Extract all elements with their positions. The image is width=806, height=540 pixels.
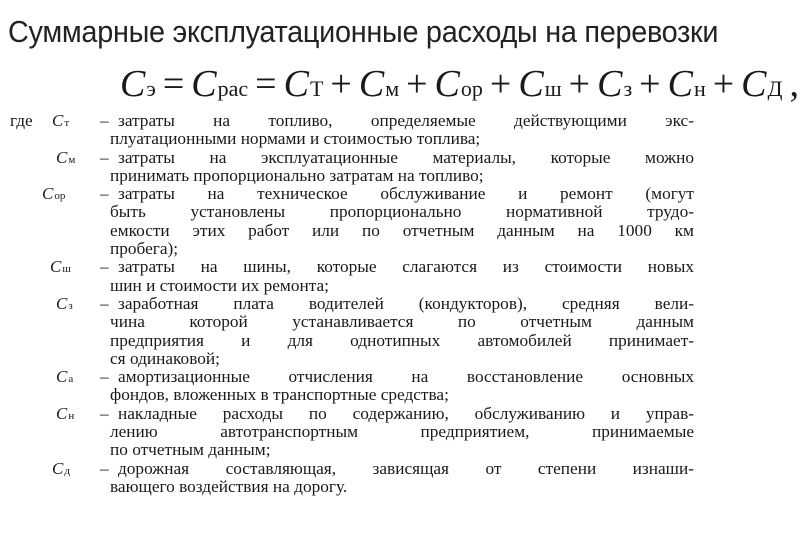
symbol-subscript: з <box>68 300 73 312</box>
symbol-subscript: а <box>68 373 74 386</box>
formula-operator: + <box>712 63 735 105</box>
definition-line: заработная плата водителей (кондукторов), средняя вели- <box>118 294 694 313</box>
definition-line: дорожная составляющая, зависящая от степени изнаши- <box>118 458 694 478</box>
definition-dash: – <box>100 294 109 313</box>
definition-line: принимать пропорционально затратам на топливо; <box>110 165 484 185</box>
formula-subscript: рас <box>217 76 249 101</box>
definition-line: фондов, вложенных в транспортные средства; <box>110 385 449 405</box>
definition-line: затраты на эксплуатационные материалы, которые можно <box>118 147 694 167</box>
definition-dash: – <box>100 257 109 277</box>
definition-line: пробега); <box>110 239 179 259</box>
formula-subscript: э <box>146 76 156 101</box>
definition-line: быть установлены пропорционально нормативной трудо- <box>110 202 694 222</box>
definition-item <box>0 295 720 368</box>
definition-symbol <box>42 185 65 205</box>
definition-symbol <box>56 149 75 169</box>
formula-subscript: з <box>623 76 633 101</box>
formula-operator: , <box>789 63 800 105</box>
definition-symbol <box>52 112 69 132</box>
lead-word: где <box>10 111 33 130</box>
definition-item <box>0 368 720 405</box>
definition-item <box>0 258 720 295</box>
symbol-letter: C <box>56 294 68 313</box>
definition-line: накладные расходы по содержанию, обслуживанию и управ- <box>118 403 694 423</box>
formula-operator: = <box>162 63 185 105</box>
definition-dash: – <box>100 147 109 167</box>
symbol-subscript: ш <box>62 263 71 276</box>
definition-line: емкости этих работ или по отчетным данным на 1000 км <box>110 220 694 240</box>
definition-line: лению автотранспортным предприятием, принимаемые <box>110 422 694 442</box>
symbol-letter: C <box>42 184 54 204</box>
formula-operator: + <box>489 63 512 105</box>
formula-term: C <box>434 63 460 105</box>
definition-line: чина которой устанавливается по отчетным данным <box>110 312 694 332</box>
definition-line: ся одинаковой; <box>110 348 220 368</box>
definition-dash: – <box>100 367 109 387</box>
definition-symbol <box>56 405 74 425</box>
formula-term: C <box>191 63 217 105</box>
formula-term: C <box>283 63 309 105</box>
formula-subscript: Д <box>767 76 783 101</box>
definition-dash: – <box>100 458 109 478</box>
formula-subscript: ор <box>460 76 483 101</box>
formula-operator: + <box>406 63 428 105</box>
definition-item <box>0 112 720 149</box>
definition-item <box>0 460 720 497</box>
symbol-subscript: д <box>64 464 70 477</box>
formula-subscript: Т <box>309 76 324 101</box>
definition-line: плуатационными нормами и стоимостью топлива; <box>110 129 481 149</box>
formula-term: C <box>518 63 544 105</box>
formula-subscript: н <box>693 76 706 101</box>
definition-line: по отчетным данным; <box>110 440 271 460</box>
formula-term: C <box>120 63 146 105</box>
symbol-subscript: т <box>64 117 70 129</box>
formula-operator: = <box>255 63 277 105</box>
symbol-letter: C <box>56 367 68 387</box>
formula-subscript: ш <box>544 76 562 101</box>
definition-line: амортизационные отчисления на восстановление основных <box>118 367 694 387</box>
definition-symbol <box>50 258 71 278</box>
symbol-letter: C <box>52 111 64 130</box>
symbol-letter: C <box>50 257 62 277</box>
page-title: Суммарные эксплуатационные расходы на перевозки <box>8 14 719 49</box>
definition-item <box>0 149 720 186</box>
definition-symbol <box>56 295 73 315</box>
definition-line: шин и стоимости их ремонта; <box>110 275 329 295</box>
formula-term: C <box>358 63 385 105</box>
symbol-letter: C <box>56 403 68 423</box>
formula-operator: + <box>639 63 661 105</box>
definition-item <box>0 185 720 258</box>
formula-subscript: м <box>385 76 400 101</box>
symbol-subscript: н <box>68 409 75 422</box>
symbol-letter: C <box>56 147 68 167</box>
definition-line: вающего воздействия на дорогу. <box>110 476 348 496</box>
formula-term: C <box>741 63 767 105</box>
formula-operator: + <box>568 63 591 105</box>
definition-item <box>0 405 720 460</box>
definition-line: затраты на топливо, определяемые действующими экс- <box>118 111 694 130</box>
symbol-subscript: м <box>68 153 76 166</box>
definition-dash: – <box>100 184 109 204</box>
definition-symbol <box>52 460 70 480</box>
definition-line: затраты на техническое обслуживание и ремонт (могут <box>118 184 694 204</box>
symbol-letter: C <box>52 458 64 478</box>
definition-symbol <box>56 368 73 388</box>
formula-term: C <box>667 63 693 105</box>
definition-dash: – <box>100 111 109 130</box>
formula-operator: + <box>330 63 352 105</box>
cost-formula <box>120 62 806 112</box>
definition-line: затраты на шины, которые слагаются из стоимости новых <box>118 257 694 277</box>
formula-term: C <box>597 63 623 105</box>
definition-dash: – <box>100 403 109 423</box>
definition-line: предприятия и для однотипных автомобилей принимает- <box>110 330 694 350</box>
symbol-subscript: ор <box>54 190 66 203</box>
